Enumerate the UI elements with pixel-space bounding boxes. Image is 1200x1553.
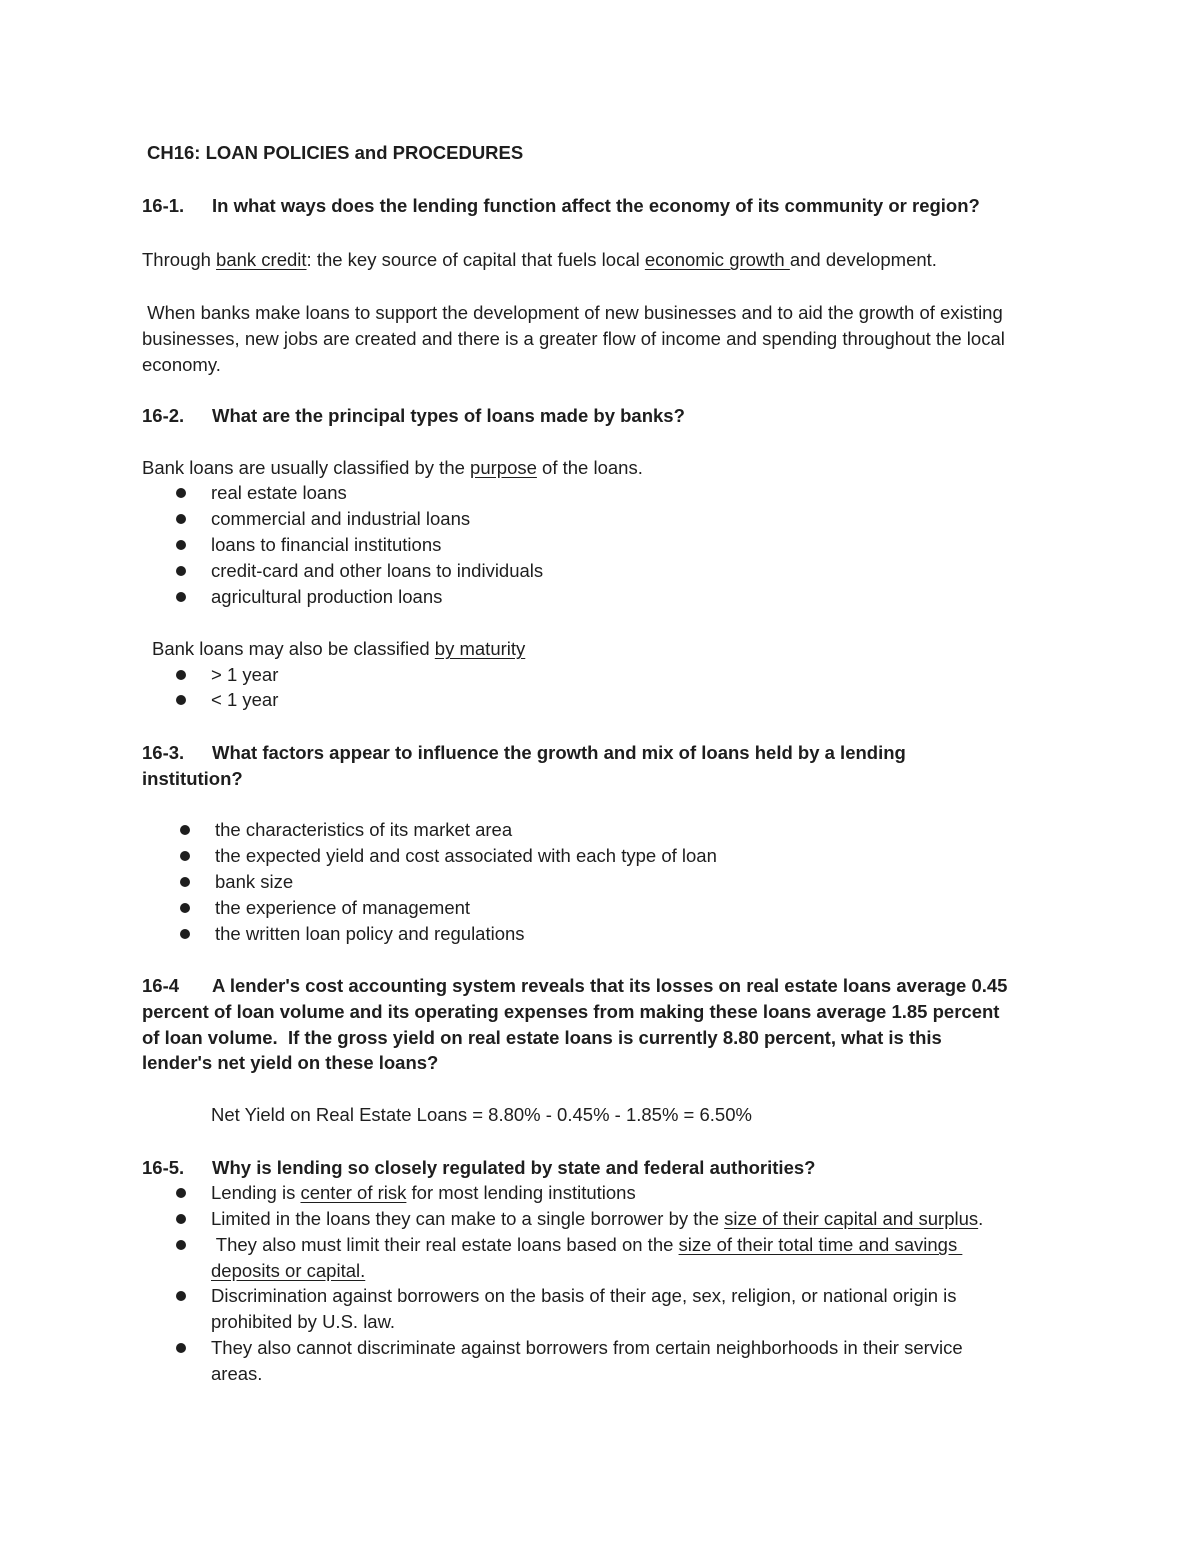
answer-16-4-net-yield: Net Yield on Real Estate Loans = 8.80% - 0.45% - 1.85% = 6.50% xyxy=(211,1104,752,1125)
answer-16-1-para-line2: businesses, new jobs are created and there is a greater flow of income and spending throughout the local xyxy=(142,328,1005,349)
list-item-continuation: prohibited by U.S. law. xyxy=(211,1311,396,1332)
question-text: Why is lending so closely regulated by state and federal authorities? xyxy=(212,1157,816,1178)
bullet-icon xyxy=(176,514,186,524)
term-time-and-savings: size of their total time and savings xyxy=(678,1234,963,1255)
bullet-icon xyxy=(180,903,190,913)
question-16-1 xyxy=(142,195,980,217)
answer-16-1-para-line3: economy. xyxy=(142,354,221,375)
question-16-3 xyxy=(142,742,906,764)
question-text: In what ways does the lending function affect the economy of its community or region? xyxy=(212,195,980,216)
bullet-icon xyxy=(176,1188,186,1198)
question-text: What factors appear to influence the growth and mix of loans held by a lending xyxy=(212,742,906,763)
term-bank-credit: bank credit xyxy=(216,249,307,270)
list-item: credit-card and other loans to individuals xyxy=(211,560,544,581)
bullet-icon xyxy=(180,825,190,835)
item-text: Limited in the loans they can make to a single borrower by the xyxy=(211,1208,725,1229)
answer-text: and development. xyxy=(789,249,937,270)
bullet-icon xyxy=(176,592,186,602)
bullet-icon xyxy=(180,929,190,939)
list-item: the experience of management xyxy=(215,897,471,918)
question-16-3-line2: institution? xyxy=(142,768,243,789)
item-text: . xyxy=(978,1208,984,1229)
list-item: commercial and industrial loans xyxy=(211,508,471,529)
list-item: the written loan policy and regulations xyxy=(215,923,525,944)
bullet-icon xyxy=(176,670,186,680)
bullet-icon xyxy=(176,1291,186,1301)
list-item: loans to financial institutions xyxy=(211,534,442,555)
maturity-intro xyxy=(152,638,525,660)
list-item: > 1 year xyxy=(211,664,279,685)
question-text: What are the principal types of loans made by banks? xyxy=(212,405,685,426)
answer-16-1-para-line1: When banks make loans to support the development of new businesses and to aid the growth of existing xyxy=(142,302,1003,323)
question-text: A lender's cost accounting system reveals that its losses on real estate loans average 0.45 xyxy=(212,975,1008,996)
question-16-5 xyxy=(142,1157,815,1179)
question-number: 16-2. xyxy=(142,405,185,426)
list-item xyxy=(211,1234,962,1256)
term-capital-and-surplus: size of their capital and surplus xyxy=(724,1208,979,1229)
list-item: the expected yield and cost associated with each type of loan xyxy=(215,845,717,866)
question-16-4-line2: percent of loan volume and its operating expenses from making these loans average 1.85 percent xyxy=(142,1001,1000,1022)
loan-types-intro xyxy=(142,457,643,479)
answer-text: : the key source of capital that fuels local xyxy=(306,249,645,270)
list-item-continuation xyxy=(211,1260,365,1282)
bullet-icon xyxy=(176,1343,186,1353)
list-item: < 1 year xyxy=(211,689,279,710)
intro-text: Bank loans may also be classified xyxy=(152,638,435,659)
list-item: Discrimination against borrowers on the basis of their age, sex, religion, or national origin is xyxy=(211,1285,957,1306)
term-economic-growth: economic growth xyxy=(644,249,790,270)
answer-16-1-line xyxy=(142,249,937,271)
bullet-icon xyxy=(180,851,190,861)
answer-text: Through xyxy=(142,249,217,270)
question-number: 16-4 xyxy=(142,975,180,996)
question-number: 16-1. xyxy=(142,195,185,216)
question-16-4-line4: lender's net yield on these loans? xyxy=(142,1052,439,1073)
bullet-icon xyxy=(176,695,186,705)
list-item: bank size xyxy=(215,871,294,892)
list-item: They also cannot discriminate against borrowers from certain neighborhoods in their service xyxy=(211,1337,963,1358)
term-deposits-or-capital: deposits or capital. xyxy=(211,1260,366,1281)
list-item: the characteristics of its market area xyxy=(215,819,513,840)
bullet-icon xyxy=(176,1240,186,1250)
intro-text: of the loans. xyxy=(536,457,643,478)
bullet-icon xyxy=(176,1214,186,1224)
term-center-of-risk: center of risk xyxy=(300,1182,407,1203)
question-number: 16-5. xyxy=(142,1157,185,1178)
list-item xyxy=(211,1182,636,1204)
item-text: Lending is xyxy=(211,1182,301,1203)
bullet-icon xyxy=(176,488,186,498)
bullet-icon xyxy=(180,877,190,887)
item-text: They also must limit their real estate loans based on the xyxy=(211,1234,679,1255)
list-item: real estate loans xyxy=(211,482,347,503)
intro-text: Bank loans are usually classified by the xyxy=(142,457,471,478)
item-text: for most lending institutions xyxy=(406,1182,636,1203)
question-16-4 xyxy=(142,975,1007,997)
question-16-4-line3: of loan volume. If the gross yield on real estate loans is currently 8.80 percent, what is this xyxy=(142,1027,942,1048)
bullet-icon xyxy=(176,566,186,576)
list-item-continuation: areas. xyxy=(211,1363,263,1384)
question-number: 16-3. xyxy=(142,742,185,763)
term-purpose: purpose xyxy=(470,457,537,478)
bullet-icon xyxy=(176,540,186,550)
term-by-maturity: by maturity xyxy=(434,638,526,659)
chapter-title: CH16: LOAN POLICIES and PROCEDURES xyxy=(147,142,524,163)
list-item xyxy=(211,1208,983,1230)
list-item: agricultural production loans xyxy=(211,586,443,607)
question-16-2 xyxy=(142,405,685,427)
